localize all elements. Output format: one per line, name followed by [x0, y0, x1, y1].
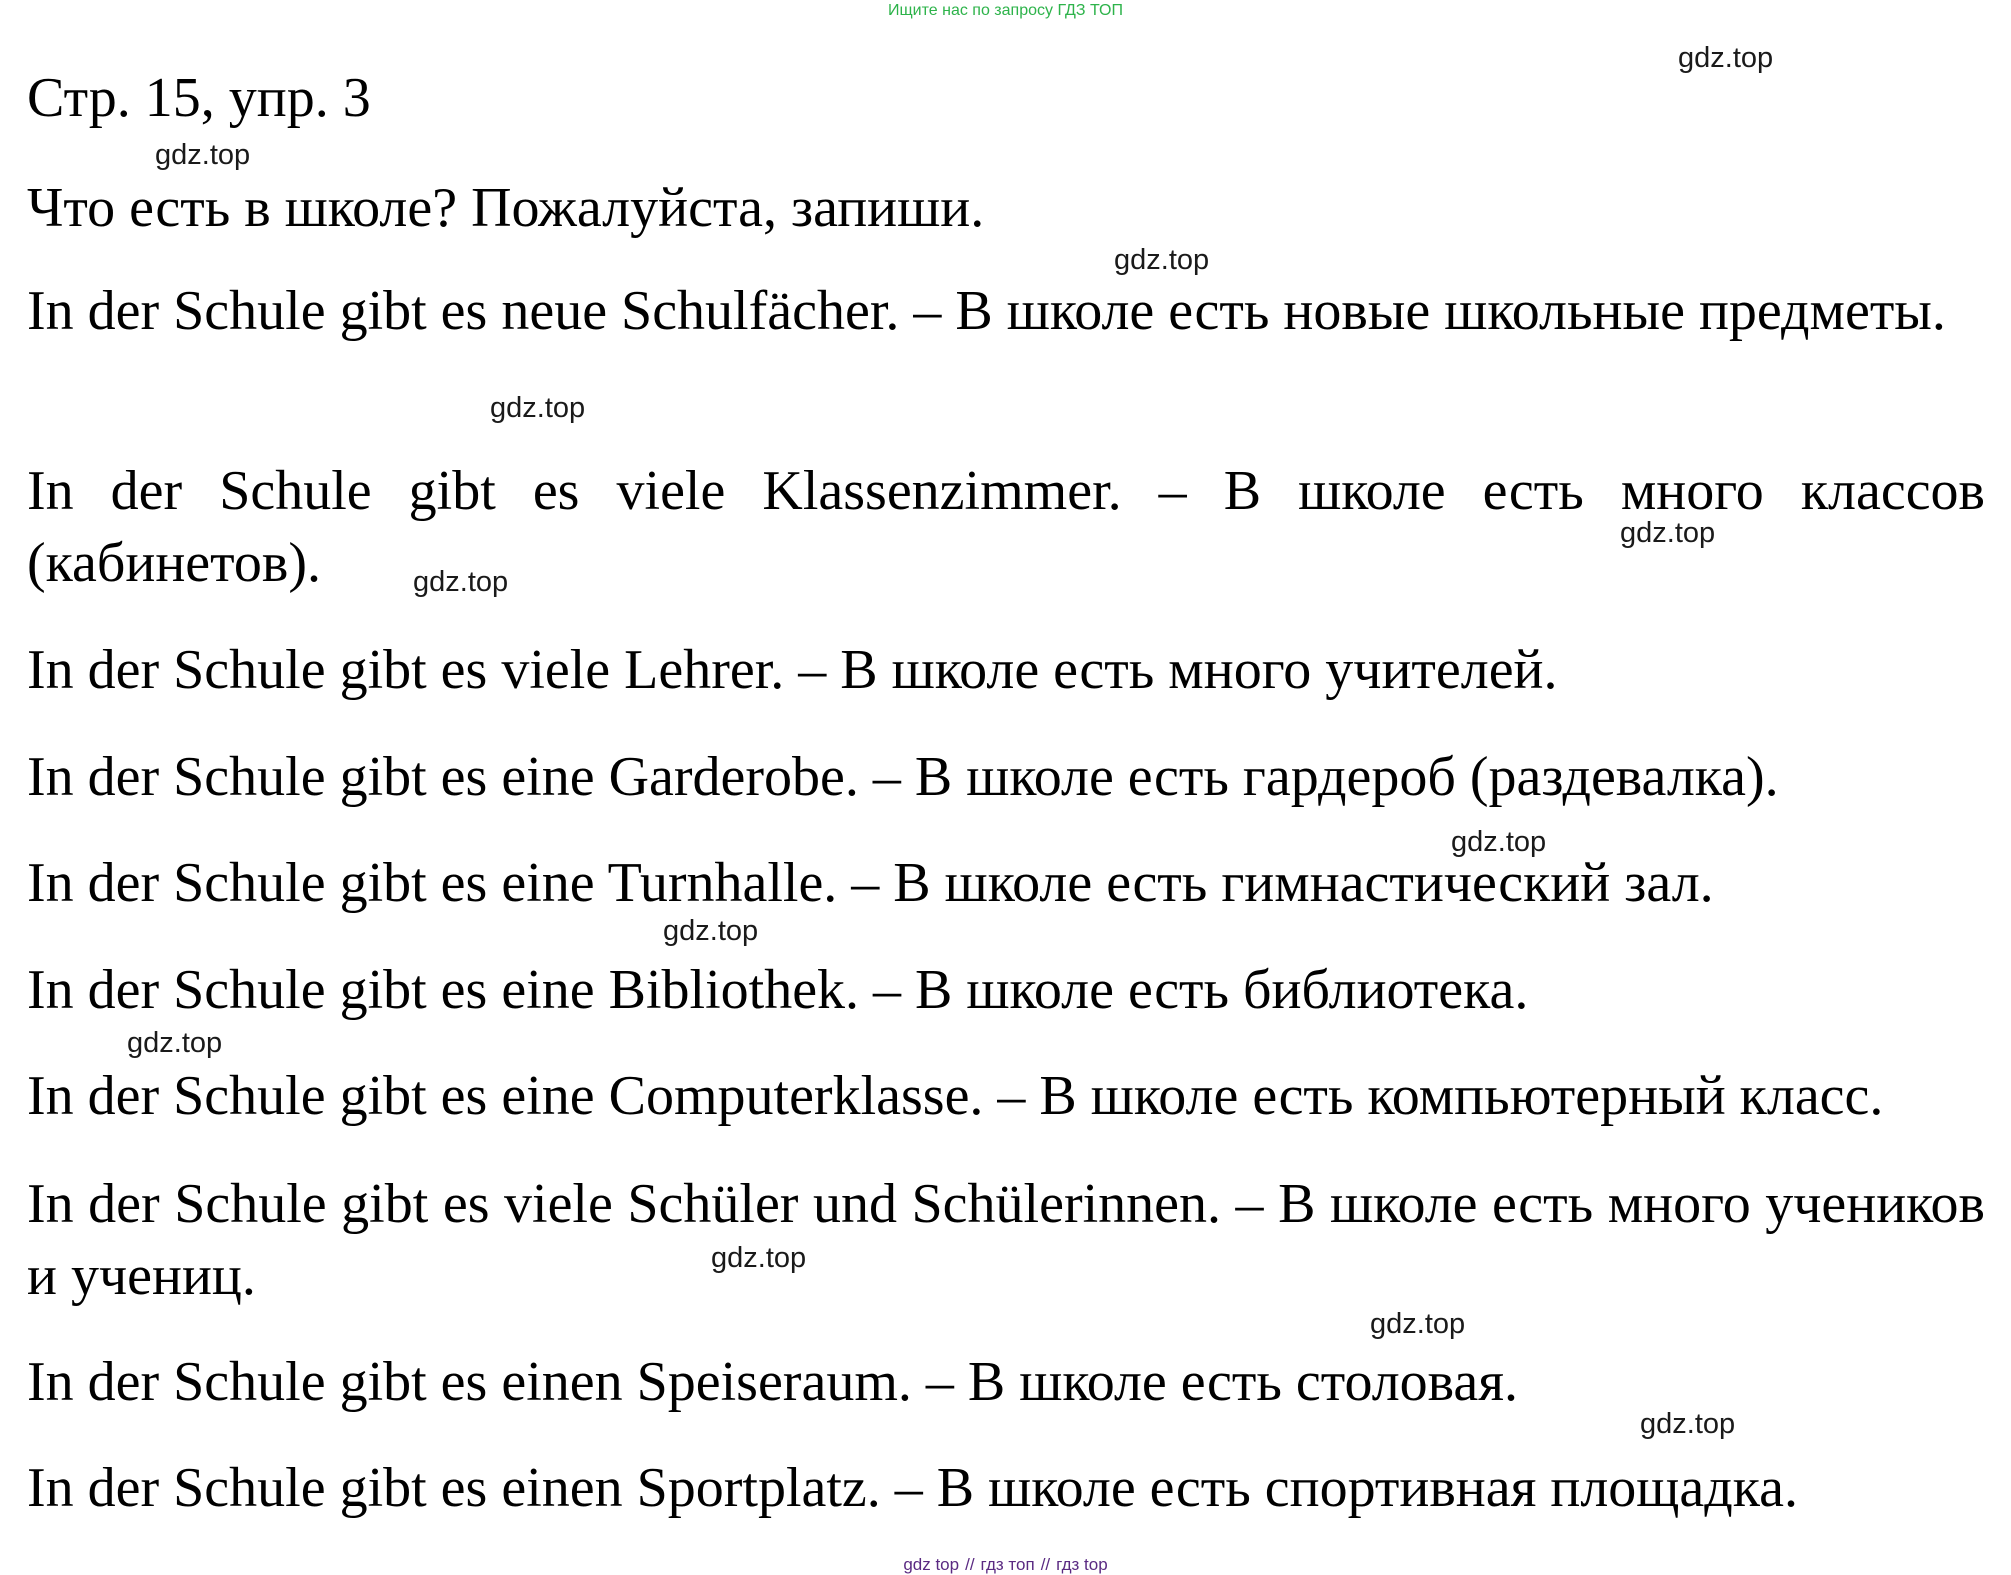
- sentence-7: In der Schule gibt es eine Computerklasse. – В школе есть компьютерный класс.: [27, 1065, 1884, 1127]
- watermark: gdz.top: [1620, 517, 1716, 549]
- sentence-5: In der Schule gibt es eine Turnhalle. – В школе есть гимнастический зал.: [27, 852, 1714, 914]
- sentence-1: In der Schule gibt es neue Schulfächer. – В школе есть новые школьные предметы.: [27, 280, 1946, 342]
- watermark: gdz.top: [1678, 42, 1774, 74]
- watermark: gdz.top: [155, 139, 251, 171]
- footer-link-1: gdz top: [903, 1555, 960, 1574]
- watermark: gdz.top: [1114, 244, 1210, 276]
- task-prompt: Что есть в школе? Пожалуйста, запиши.: [27, 177, 985, 239]
- sentence-10: In der Schule gibt es einen Sportplatz. – В школе есть спортивная площадка.: [27, 1457, 1798, 1519]
- page-heading: Стр. 15, упр. 3: [27, 67, 371, 129]
- watermark: gdz.top: [127, 1027, 223, 1059]
- watermark: gdz.top: [1640, 1408, 1736, 1440]
- sentence-3: In der Schule gibt es viele Lehrer. – В школе есть много учителей.: [27, 639, 1558, 701]
- sentence-2: In der Schule gibt es viele Klassenzimmer. – В школе есть много классов (кабинетов).: [27, 460, 1985, 594]
- footer-link-2: гдз топ: [980, 1555, 1035, 1574]
- sentence-4: In der Schule gibt es eine Garderobe. – В школе есть гардероб (раздевалка).: [27, 746, 1779, 808]
- footer-link-3: гдз top: [1056, 1555, 1108, 1574]
- sentence-6: In der Schule gibt es eine Bibliothek. – В школе есть библиотека.: [27, 959, 1529, 1021]
- watermark: gdz.top: [711, 1242, 807, 1274]
- footer: [0, 1555, 2011, 1575]
- watermark: gdz.top: [1451, 826, 1547, 858]
- watermark: gdz.top: [1370, 1308, 1466, 1340]
- watermark: gdz.top: [413, 566, 509, 598]
- sentence-8: In der Schule gibt es viele Schüler und Schülerinnen. – В школе есть много учеников и учениц.: [27, 1173, 1985, 1307]
- footer-separator: //: [965, 1555, 975, 1574]
- watermark: gdz.top: [490, 392, 586, 424]
- sentence-9: In der Schule gibt es einen Speiseraum. – В школе есть столовая.: [27, 1351, 1518, 1413]
- top-banner: Ищите нас по запросу ГДЗ ТОП: [888, 2, 1123, 19]
- watermark: gdz.top: [663, 915, 759, 947]
- footer-separator: //: [1040, 1555, 1051, 1574]
